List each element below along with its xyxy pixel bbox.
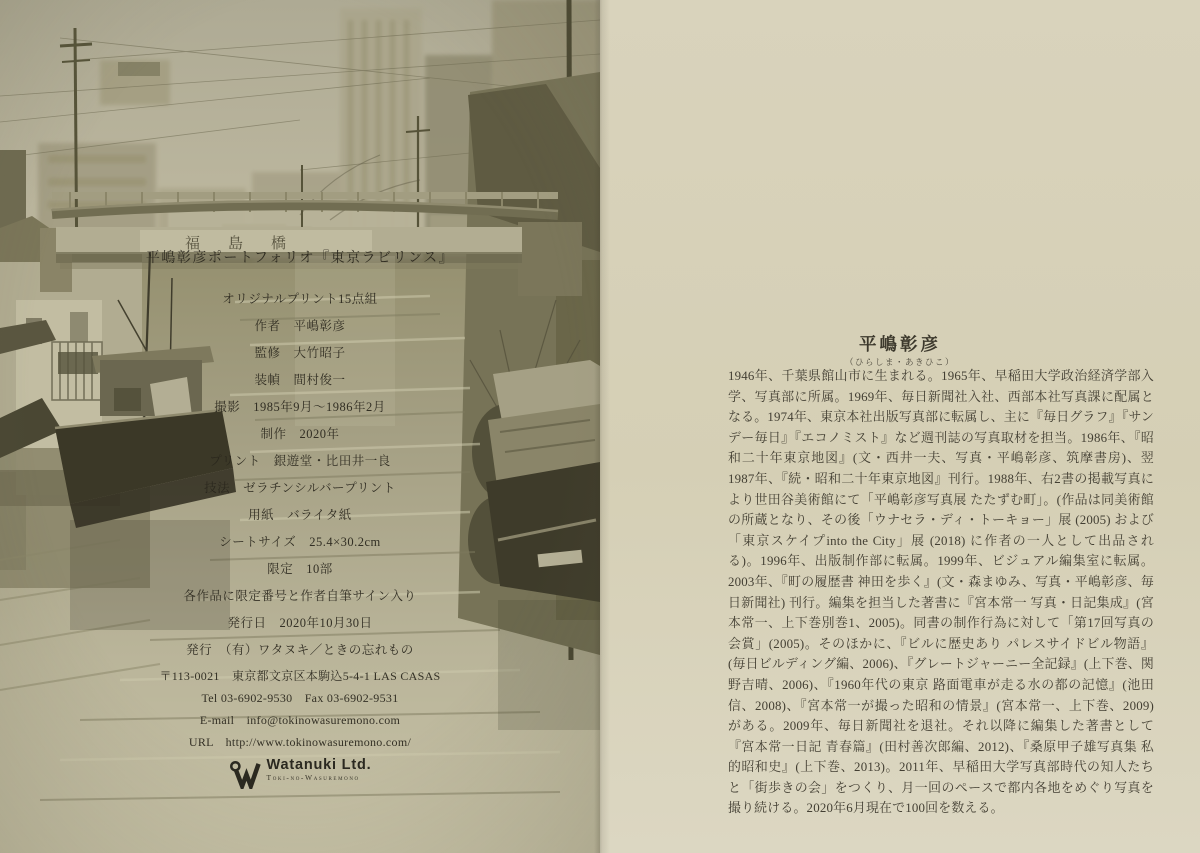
right-page <box>600 0 1200 853</box>
colophon-line: 各作品に限定番号と作者自筆サイン入り <box>183 589 417 603</box>
publisher-contact <box>0 665 600 753</box>
colophon-line: 発行 （有）ワタヌキ／ときの忘れもの <box>186 643 414 657</box>
publisher-address: 〒113-0021 東京都文京区本駒込5-4-1 LAS CASAS <box>159 669 441 683</box>
colophon-line: 作者 平嶋彰彦 <box>254 319 346 333</box>
colophon-line: 装幀 間村俊一 <box>254 373 346 387</box>
colophon-line: オリジナルプリント15点組 <box>222 292 378 306</box>
colophon-line: 用紙 バライタ紙 <box>248 508 352 522</box>
photographer-name-heading: 平嶋彰彦 <box>859 334 941 354</box>
biography-paragraph: 1946年、千葉県館山市に生まれる。1965年、早稲田大学政治経済学部入学、写真部に所属。1969年、毎日新聞社入社、西部本社写真課に配属となる。1974年、東京本社出版写真部に転属し、主に『毎日グラフ』『サンデー毎日』『エコノミスト』など週刊誌の写真取材を担当。1986年、『昭和二十年東京地図』(文・西井一夫、写真・平嶋彰彦、筑摩書房)、翌1987年、『続・昭和二十年東京地図』刊行。1988年、右2書の掲載写真により世田谷美術館にて「平嶋彰彦写真展 たたずむ町」。(作品は同美術館の所蔵となり、その後「ウナセラ・ディ・トーキョー」展 (2005) および「東京スケイプinto the City」展 (2018) に作者の一人として出品される)。1996年、出版制作部に転属。1999年、ビジュアル編集室に転属。2003年、『町の履歴書 神田を歩く』(文・森まゆみ、写真・平嶋彰彦、毎日新聞社) 刊行。編集を担当した著書に『宮本常一 写真・日記集成』(宮本常一、上下巻別巻1、2005)。同書の制作行為に対して「第17回写真の会賞」(2005)。そのほかに、『ビルに歴史あり パレスサイドビル物語』(毎日ビルディング編、2006)、『グレートジャーニー全記録』(上下巻、関野吉晴、2006)、『1960年代の東京 路面電車が走る水の都の記憶』(池田信、2008)、『宮本常一が撮った昭和の情景』(宮本常一、上下巻、2009) がある。2009年、毎日新聞社を退社。それ以降に編集した著書として『宮本常一日記 青春篇』(田村善次郎編、2012)、『桑原甲子雄写真集 私的昭和史』(上下巻、2013)。2011年、早稲田大学写真部時代の知人たちと「街歩きの会」をつくり、月一回のペースで都内各地をめぐり写真を撮り続ける。2020年6月現在で100回を数える。 <box>728 369 1154 816</box>
colophon <box>0 250 600 789</box>
watanuki-logo <box>0 758 600 789</box>
logo-subtitle: Toki-no-Wasuremono <box>266 773 360 782</box>
colophon-line: 技法 ゼラチンシルバープリント <box>204 481 396 495</box>
publisher-url: URL http://www.tokinowasuremono.com/ <box>188 735 412 749</box>
colophon-line: 制作 2020年 <box>260 427 340 441</box>
publisher-phone: Tel 03-6902-9530 Fax 03-6902-9531 <box>201 691 399 705</box>
colophon-line: シートサイズ 25.4×30.2cm <box>219 535 381 549</box>
colophon-line: 監修 大竹昭子 <box>254 346 346 360</box>
photographer-name-furigana: （ひらしま・あきひこ） <box>844 357 955 367</box>
portfolio-title: 平嶋彰彦ポートフォリオ『東京ラビリンス』 <box>145 251 455 266</box>
page-gutter <box>594 0 610 853</box>
publisher-email: E-mail info@tokinowasuremono.com <box>199 713 401 727</box>
colophon-line: 発行日 2020年10月30日 <box>227 616 373 630</box>
colophon-line: 撮影 1985年9月〜1986年2月 <box>214 400 386 414</box>
logo-company-name: Watanuki Ltd. <box>266 757 372 773</box>
colophon-line: プリント 銀遊堂・比田井一良 <box>209 454 391 468</box>
colophon-credits <box>0 286 600 664</box>
colophon-line: 限定 10部 <box>267 562 333 576</box>
watanuki-w-mark-icon <box>229 760 262 789</box>
